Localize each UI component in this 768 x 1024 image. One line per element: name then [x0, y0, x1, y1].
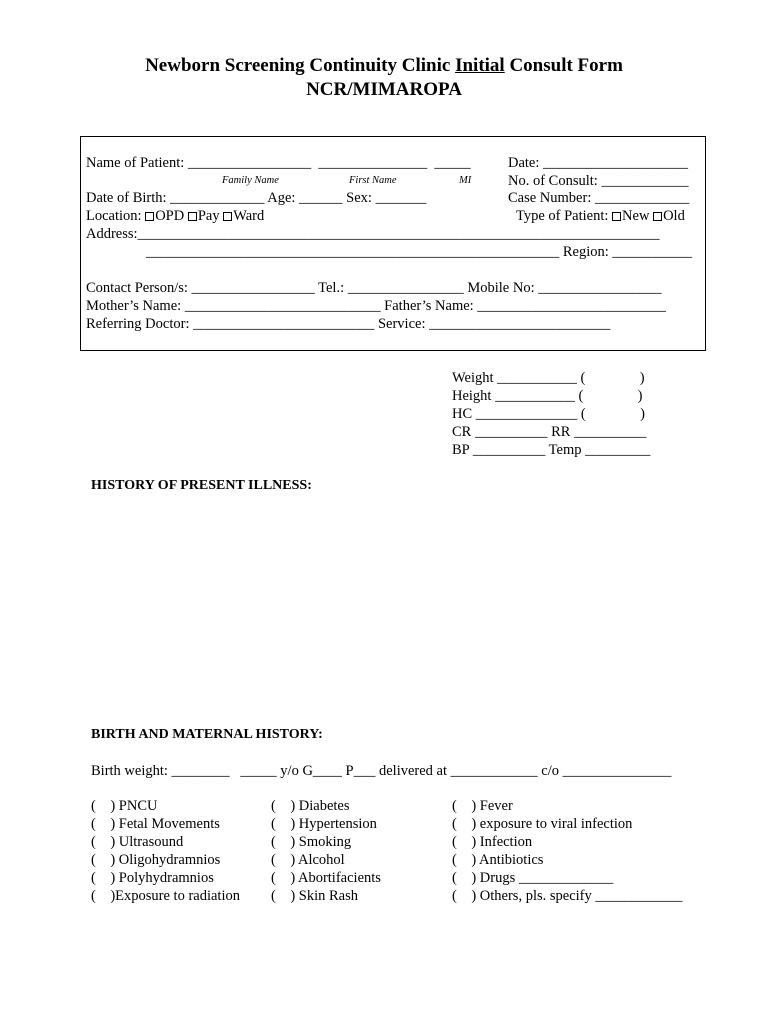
family-name-caption: Family Name: [222, 175, 279, 186]
contact-field[interactable]: Contact Person/s: _________________ Tel.: ________________ Mobile No: _________________: [86, 280, 662, 296]
checklist-item[interactable]: ( ) exposure to viral infection: [452, 816, 633, 832]
new-checkbox[interactable]: [612, 212, 621, 221]
parents-name-field[interactable]: Mother’s Name: ___________________________ Father’s Name: __________________________: [86, 298, 666, 314]
old-checkbox[interactable]: [653, 212, 662, 221]
checklist-item[interactable]: ( ) Hypertension: [271, 816, 377, 832]
ward-checkbox[interactable]: [223, 212, 232, 221]
checklist-item[interactable]: ( ) Drugs _____________: [452, 870, 614, 886]
address-region-field[interactable]: _________________________________________________________ Region: ___________: [146, 244, 693, 260]
first-name-caption: First Name: [349, 175, 397, 186]
date-field[interactable]: Date: ____________________: [508, 155, 689, 171]
patient-name-field[interactable]: Name of Patient: _________________ _______________ _____: [86, 155, 471, 171]
weight-field[interactable]: Weight ___________ ( ): [452, 370, 645, 386]
hc-field[interactable]: HC ______________ ( ): [452, 406, 645, 422]
birth-weight-field[interactable]: Birth weight: ________ _____ y/o G____ P___ delivered at ____________ c/o _______________: [91, 763, 672, 779]
checklist-item[interactable]: ( ) Others, pls. specify ____________: [452, 888, 683, 904]
form-region-title: NCR/MIMAROPA: [306, 79, 462, 100]
opd-checkbox[interactable]: [145, 212, 154, 221]
checklist-item[interactable]: ( ) Polyhydramnios: [91, 870, 214, 886]
referring-doctor-field[interactable]: Referring Doctor: _________________________ Service: _________________________: [86, 316, 611, 332]
checklist-item[interactable]: ( ) Infection: [452, 834, 533, 850]
date-of-birth-field[interactable]: Date of Birth: _____________ Age: ______ Sex: _______: [86, 190, 427, 206]
checklist-item[interactable]: ( )Exposure to radiation: [91, 888, 240, 904]
checklist-item[interactable]: ( ) Alcohol: [271, 852, 345, 868]
checklist-item[interactable]: ( ) PNCU: [91, 798, 158, 814]
location-row: Location: OPD Pay Ward: [86, 208, 265, 224]
address-field[interactable]: Address:________________________________________________________________________: [86, 226, 660, 242]
checklist-item[interactable]: ( ) Ultrasound: [91, 834, 184, 850]
bp-temp-field[interactable]: BP __________ Temp _________: [452, 442, 651, 458]
checklist-item[interactable]: ( ) Fetal Movements: [91, 816, 220, 832]
checklist-item[interactable]: ( ) Abortifacients: [271, 870, 381, 886]
birth-history-heading: BIRTH AND MATERNAL HISTORY:: [91, 727, 323, 742]
checklist-item[interactable]: ( ) Skin Rash: [271, 888, 358, 904]
checklist-item[interactable]: ( ) Fever: [452, 798, 513, 814]
case-number-field[interactable]: Case Number: _____________: [508, 190, 690, 206]
checklist-item[interactable]: ( ) Smoking: [271, 834, 352, 850]
checklist-item[interactable]: ( ) Oligohydramnios: [91, 852, 221, 868]
patient-type-row: Type of Patient: New Old: [516, 208, 685, 224]
title-emphasis: Initial: [455, 55, 505, 76]
hpi-heading: HISTORY OF PRESENT ILLNESS:: [91, 478, 312, 493]
form-title: Newborn Screening Continuity Clinic Initial Consult Form: [145, 55, 623, 76]
checklist-item[interactable]: ( ) Diabetes: [271, 798, 350, 814]
mi-caption: MI: [459, 175, 472, 186]
cr-rr-field[interactable]: CR __________ RR __________: [452, 424, 647, 440]
height-field[interactable]: Height ___________ ( ): [452, 388, 643, 404]
pay-checkbox[interactable]: [188, 212, 197, 221]
checklist-item[interactable]: ( ) Antibiotics: [452, 852, 544, 868]
consult-number-field[interactable]: No. of Consult: ____________: [508, 173, 689, 189]
